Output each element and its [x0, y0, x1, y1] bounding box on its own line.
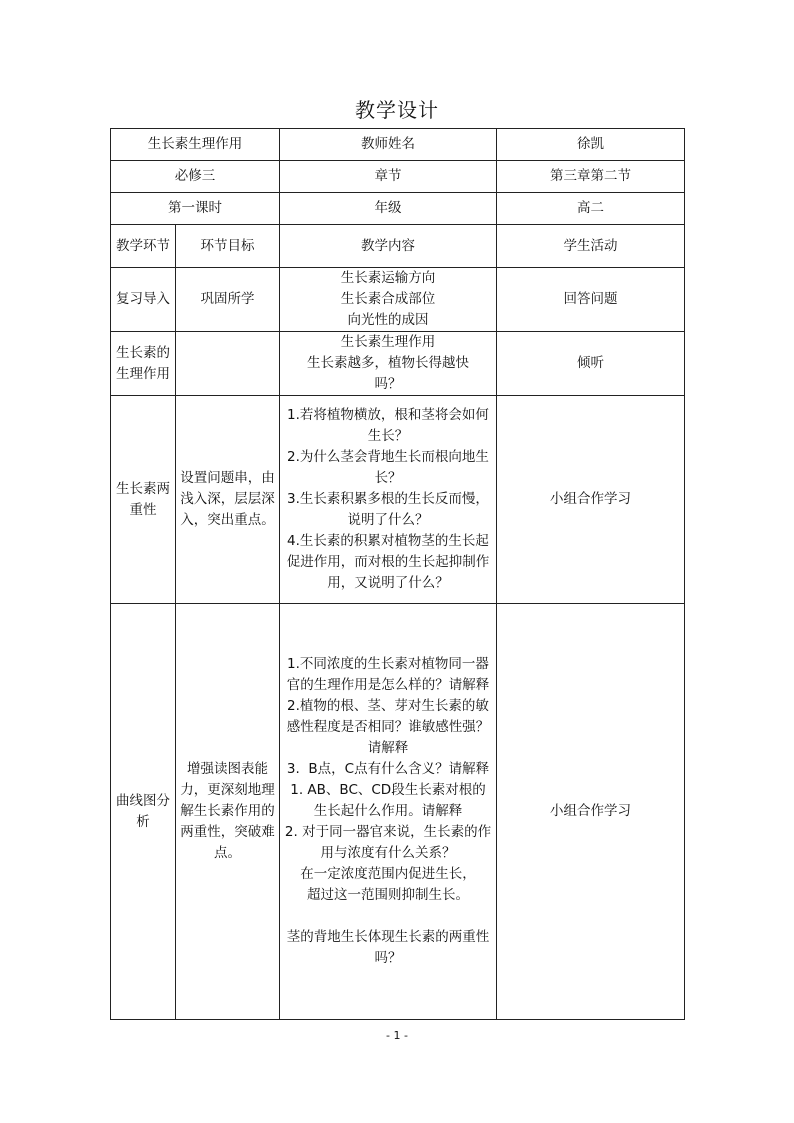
stage-cell: 生长素的生理作用: [111, 332, 176, 396]
teacher-name-value: 徐凯: [497, 129, 685, 161]
row-curve-analysis: [111, 604, 685, 1020]
col-header-content: 教学内容: [280, 225, 497, 268]
col-header-goal: 环节目标: [176, 225, 280, 268]
grade-value: 高二: [497, 193, 685, 225]
column-header-row: [111, 225, 685, 268]
content-cell: 1.不同浓度的生长素对植物同一器官的生理作用是怎么样的？请解释 2.植物的根、茎、芽对生长素的敏感性程度是否相同？谁敏感性强？请解释 3. B点，C点有什么含义？请解释 1. AB、BC、CD段生长素对根的生长起什么作用。请解释 2. 对于同一器官来说，生长素的作用与浓度有什么关系？ 在一定浓度范围内促进生长， 超过这一范围则抑制生长。 茎的背地生长体现生长素的两重性吗？: [280, 604, 497, 1020]
content-line: 生长素生理作用: [340, 334, 436, 350]
teacher-name-label: 教师姓名: [280, 129, 497, 161]
goal-cell: 增强读图表能力，更深刻地理解生长素作用的两重性，突破难点。: [176, 604, 280, 1020]
activity-cell: 倾听: [497, 332, 685, 396]
lesson-plan-table: [110, 128, 685, 1020]
page-title: 教学设计: [355, 98, 439, 122]
header-row-grade: [111, 193, 685, 225]
goal-cell: 巩固所学: [176, 268, 280, 332]
content-line: 吗？: [374, 376, 402, 392]
topic-cell: 生长素生理作用: [111, 129, 280, 161]
stage-cell: 曲线图分析: [111, 604, 176, 1020]
activity-cell: 小组合作学习: [497, 396, 685, 604]
lesson-period-cell: 第一课时: [111, 193, 280, 225]
row-physiology: [111, 332, 685, 396]
header-row-chapter: [111, 161, 685, 193]
chapter-value: 第三章第二节: [497, 161, 685, 193]
content-line: 生长素越多，植物长得越快: [307, 355, 469, 371]
content-line: 生长素运输方向: [340, 270, 436, 286]
col-header-stage: 教学环节: [111, 225, 176, 268]
activity-cell: 回答问题: [497, 268, 685, 332]
activity-cell: 小组合作学习: [497, 604, 685, 1020]
content-cell: [280, 332, 497, 396]
stage-cell: 生长素两重性: [111, 396, 176, 604]
content-cell: [280, 268, 497, 332]
row-review: [111, 268, 685, 332]
content-cell: 1.若将植物横放，根和茎将会如何生长？ 2.为什么茎会背地生长而根向地生长？ 3.生长素积累多根的生长反而慢，说明了什么？ 4.生长素的积累对植物茎的生长起促进作用，而对根的生长起抑制作用，又说明了什么？: [280, 396, 497, 604]
textbook-cell: 必修三: [111, 161, 280, 193]
goal-cell: [176, 332, 280, 396]
chapter-label: 章节: [280, 161, 497, 193]
goal-cell: 设置问题串，由浅入深，层层深入，突出重点。: [176, 396, 280, 604]
col-header-activity: 学生活动: [497, 225, 685, 268]
content-line: 生长素合成部位: [340, 291, 436, 307]
grade-label: 年级: [280, 193, 497, 225]
header-row-topic: [111, 129, 685, 161]
stage-cell: 复习导入: [111, 268, 176, 332]
row-duality: [111, 396, 685, 604]
page-number: - 1 -: [386, 1029, 408, 1042]
content-line: 向光性的成因: [347, 312, 429, 328]
